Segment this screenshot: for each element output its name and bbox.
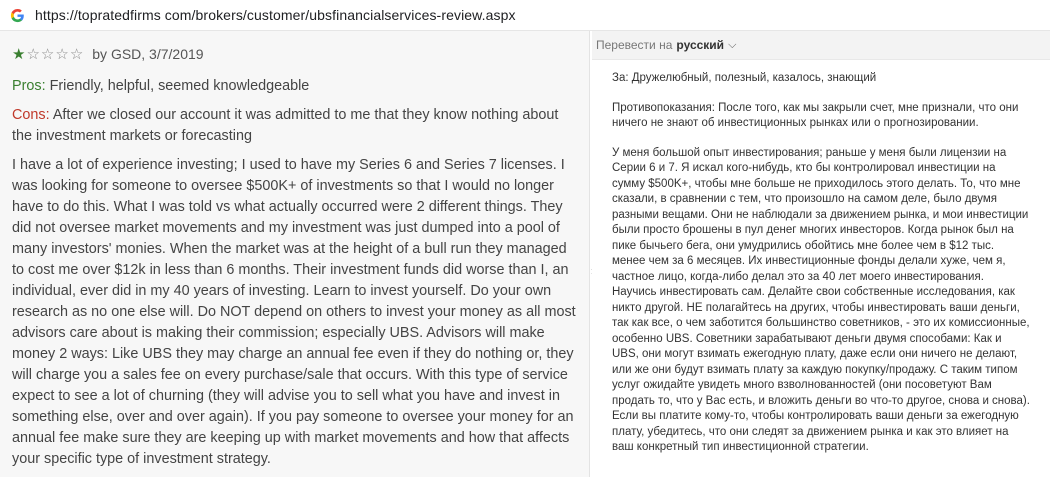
rating-row xyxy=(12,43,579,65)
cons-text: After we closed our account it was admitted to me that they know nothing about the investment markets or forecasting xyxy=(12,107,559,144)
star-empty-icon: ☆ xyxy=(40,45,55,63)
star-empty-icon: ☆ xyxy=(26,45,40,63)
address-bar[interactable] xyxy=(0,0,1050,31)
review-author-date: by GSD, 3/7/2019 xyxy=(92,46,204,62)
pros-text: Friendly, helpful, seemed knowledgeable xyxy=(49,78,310,94)
star-empty-icon: ☆ xyxy=(55,45,69,63)
google-g-icon xyxy=(9,7,25,23)
review-body: I have a lot of experience investing; I used to have my Series 6 and Series 7 licenses. I was looking for someone to oversee $500K+ of investments so that I would no longer have to do this. What I was told vs what actually occurred were 2 different things. They did not oversee market movements and my investment was just dumped into a pool of many investors' monies. When the market was at the height of a bull run they managed to cost me over $12k in less than 6 months. Their investment funds did worse than I, an individual, ever did in my 40 years of investing. Learn to invest yourself. Do your own research as no one else will. Do NOT depend on others to invest your money as all most advisors care about is making their commission; especially UBS. Advisors will make money 2 ways: Like UBS they may charge an annual fee even if they do nothing or, they will charge you a sales fee on every purchase/sale that occurs. With this type of service expect to see a lot of churning (they will advise you to sell what you have and invest in something else, over and over again). If you pay someone to oversee your money for an annual fee make sure they are keeping up with market movements and how that affects your specific type of investment strategy. xyxy=(12,157,576,467)
url-text[interactable]: https://topratedfirms com/brokers/customer/ubsfinancialservices-review.aspx xyxy=(35,7,516,23)
translate-to-label: Перевести на xyxy=(596,38,673,52)
cons-label: Cons: xyxy=(12,107,50,123)
translation-pros: За: Дружелюбный, полезный, казалось, знающий xyxy=(612,72,877,84)
translate-language-selector[interactable] xyxy=(592,31,1050,60)
review-cons xyxy=(12,105,579,147)
pros-label: Pros: xyxy=(12,78,46,94)
translation-review-body: У меня большой опыт инвестирования; раньше у меня были лицензии на Серии 6 и 7. Я искал кого-нибудь, кто бы контролировал инвестиции на сумму $500K+, чтобы мне больше не приходилось этого делать. То, что мне сказали, в сравнении с тем, что произошло на самом деле, было двумя разными вещами. Они не наблюдали за движением рынка, и мои инвестиции были просто брошены в пул денег многих инвесторов. Когда рынок был на пике бычьего бега, они умудрились обойтись мне более чем в $12 тыс. менее чем за 6 месяцев. Их инвестиционные фонды делали хуже, чем я, частное лицо, когда-либо делал это за 40 лет моего инвестирования. Научись инвестировать сам. Делайте свои собственные исследования, как никто другой. НЕ полагайтесь на других, чтобы инвестировать ваши деньги, так как все, о чем заботится большинство советников, - это их комиссионные, особенно UBS. Советники зарабатывают деньги двумя способами: Как и UBS, они могут взимать ежегодную плату, даже если они ничего не делают, или же они будут взимать плату за каждую покупку/продажу. С таким типом услуг ожидайте увидеть много взволнованностей (они посоветуют Вам продать то, что у Вас есть, и вложить деньги во что-то другое, снова и снова). Если вы платите кому-то, чтобы контролировать ваши деньги за ежегодную плату, убедитесь, что они следят за движением рынка и как это влияет на ваш конкретный тип инвестиционной стратегии. xyxy=(612,146,1030,453)
translation-cons: Противопоказания: После того, как мы закрыли счет, мне признали, что они ничего не знают об инвестиционных рынках или о прогнозировании. xyxy=(612,101,1019,129)
translation-panel xyxy=(592,31,1050,477)
translate-language[interactable]: русский xyxy=(676,38,725,52)
review-card xyxy=(0,31,590,477)
star-filled-icon: ★ xyxy=(12,45,26,63)
review-pros xyxy=(12,76,579,97)
star-rating xyxy=(12,47,84,62)
translation-body xyxy=(592,71,1050,456)
star-empty-icon: ☆ xyxy=(69,45,84,63)
chevron-down-icon[interactable]: ⌵ xyxy=(728,38,737,51)
